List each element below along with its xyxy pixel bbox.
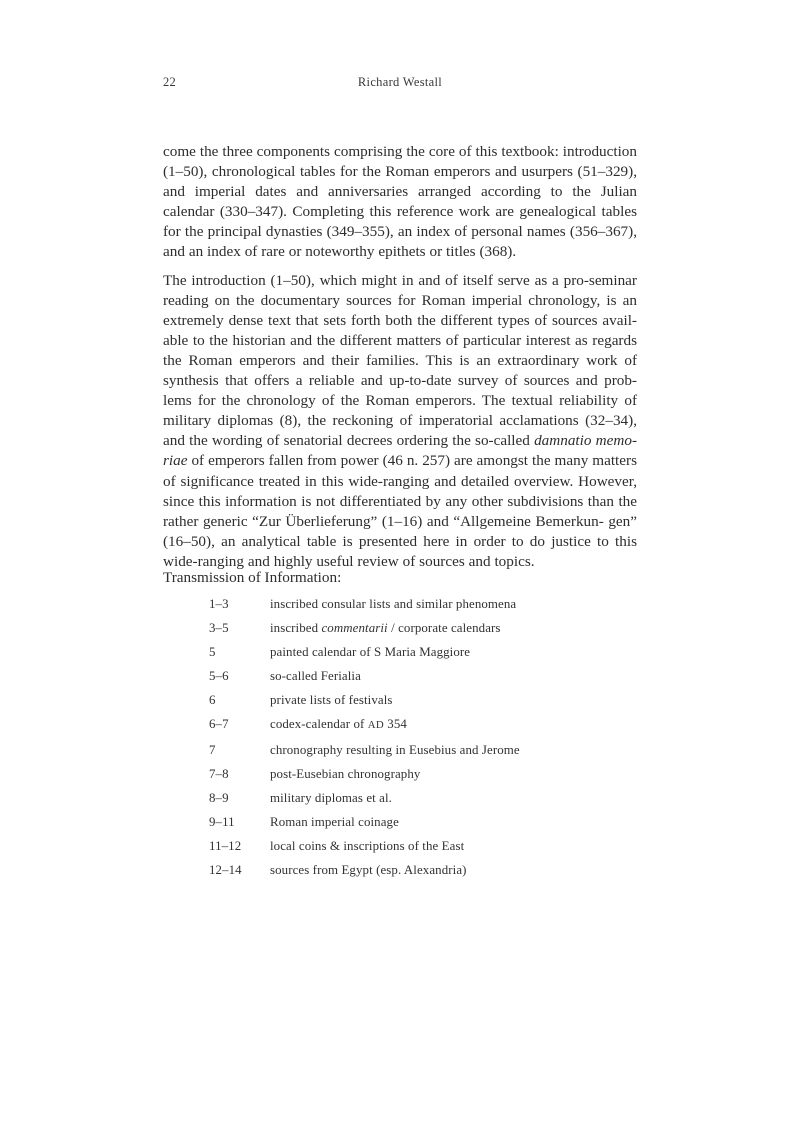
p2-seg-5: the Roman emperors and their families. This is an extraordinary work of [163, 351, 637, 369]
p2-seg-12: since this information is not differentiated by any other subdivisions than [163, 492, 614, 510]
analytical-table [163, 592, 637, 882]
page-range-cell: 7–8 [209, 766, 229, 781]
page-range-cell: 1–3 [209, 597, 229, 611]
p2-seg-13: the rather generic “Zur Überlieferung” (1–16) and “Allgemeine Bemerkun- [163, 492, 637, 530]
page-range-cell: 3–5 [209, 621, 229, 636]
page-number: 22 [163, 75, 176, 89]
source-description-cell [261, 712, 637, 737]
table-row [163, 810, 637, 834]
source-description-cell: military diplomas et al. [270, 790, 392, 805]
page-range-cell: 7 [209, 742, 216, 757]
desc-pre: inscribed [270, 621, 322, 636]
table-row [163, 712, 637, 737]
source-description-cell: private lists of festivals [270, 693, 393, 708]
table-row [163, 616, 637, 640]
table-row [163, 688, 637, 712]
p2-seg-4: able to the historian and the different matters of particular interest as regards [163, 331, 637, 349]
p2-seg-3: extremely dense text that sets forth both the different types of sources avail- [163, 311, 637, 329]
table-row [163, 640, 637, 664]
table-row [163, 786, 637, 810]
p2-seg-15: this wide-ranging and highly useful review of sources and topics. [163, 532, 637, 570]
p2-seg-10-post: of emperors fallen from power (46 n. 257) are amongst the many matters [187, 452, 637, 470]
page-range-cell: 5 [209, 645, 216, 660]
p2-seg-1: The introduction (1–50), which might in and of itself serve as a pro-seminar [163, 271, 637, 289]
table-row [163, 664, 637, 688]
latin-term-damnatio-memoriae-part2: riae [163, 452, 188, 470]
table-row [163, 762, 637, 786]
p2-seg-14: gen” (16–50), an analytical table is presented here in order to do justice to [163, 512, 637, 550]
page-range-cell: 5–6 [209, 669, 229, 684]
paragraph-2 [163, 271, 637, 572]
table-row [163, 592, 637, 616]
page-range-cell: 6–7 [209, 717, 229, 732]
desc-post: 354 [383, 717, 407, 732]
latin-term-damnatio-memoriae-part1: damnatio memo- [534, 432, 637, 450]
source-description-cell: Roman imperial coinage [270, 814, 399, 829]
source-description-cell: local coins & inscriptions of the East [270, 838, 465, 853]
running-head-author: Richard Westall [357, 75, 443, 89]
section-lead-in: Transmission of Information: [163, 569, 342, 586]
p2-seg-2: reading on the documentary sources for Roman imperial chronology, is an [163, 291, 637, 309]
p2-seg-7: lems for the chronology of the Roman emperors. The textual reliability of [163, 392, 637, 410]
source-description-cell: painted calendar of S Maria Maggiore [270, 645, 471, 660]
page-range-cell: 9–11 [209, 814, 235, 829]
table-row [163, 834, 637, 858]
page-range-cell: 6 [209, 693, 216, 708]
source-description-cell [261, 616, 637, 640]
table-row [163, 738, 637, 762]
body-text-block [163, 142, 637, 580]
table-row [163, 858, 637, 882]
source-description-cell: so-called Ferialia [270, 669, 361, 684]
desc-post: / corporate calendars [387, 621, 501, 636]
source-description-cell: post-Eusebian chronography [270, 766, 421, 781]
page-range-cell: 12–14 [209, 863, 242, 878]
latin-term-commentarii: commentarii [321, 621, 388, 636]
running-header [163, 72, 637, 92]
p2-seg-8: military diplomas (8), the reckoning of imperatorial acclamations (32–34), [163, 412, 637, 430]
page-range-cell: 11–12 [209, 838, 242, 853]
source-description-cell: chronography resulting in Eusebius and Jerome [270, 742, 520, 757]
analytical-table-body [163, 592, 637, 882]
p2-seg-11: of significance treated in this wide-ranging and detailed overview. However, [163, 472, 637, 490]
p2-seg-9-pre: and the wording of senatorial decrees ordering the so-called [163, 432, 535, 450]
paragraph-1 [163, 142, 637, 263]
desc-pre: codex-calendar of [270, 717, 368, 732]
page-range-cell: 8–9 [209, 790, 229, 805]
p2-seg-6: synthesis that offers a reliable and up-to-date survey of sources and prob- [163, 372, 637, 390]
era-abbreviation-ad: AD [367, 719, 384, 732]
source-description-cell: inscribed consular lists and similar phenomena [270, 597, 517, 611]
paragraph-1-text: come the three components comprising the core of this textbook: introduction (1–50), chronological tables for the Roman emperors and usurpers (51–329), and imperial dates and anniversaries arranged according to the Julian calendar (330–347). Completing this reference work are genealogical tables for the principal dynasties (349–355), an index of personal names (356–367), and an index of rare or noteworthy epithets or titles (368). [163, 143, 637, 261]
source-description-cell: sources from Egypt (esp. Alexandria) [270, 863, 467, 878]
